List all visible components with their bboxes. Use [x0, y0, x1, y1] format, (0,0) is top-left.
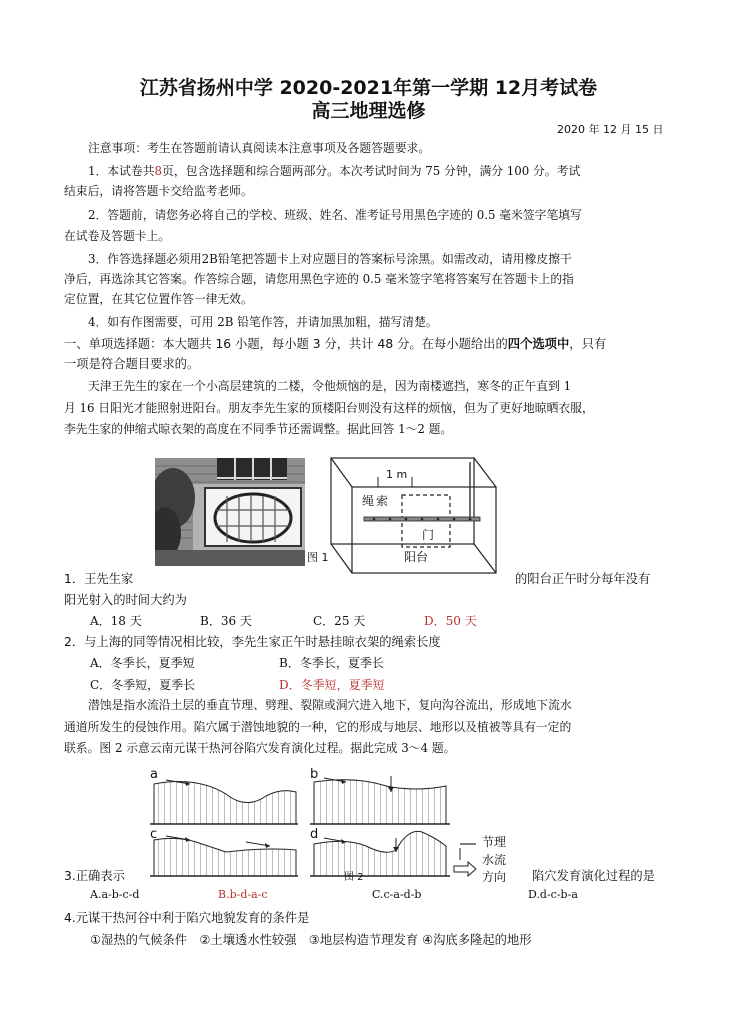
notice-item-3-cont-1: 净后，再选涂其它答案。作答综合题，请您用黑色字迹的 0.5 毫米签字笔将答案写在答题卡上的指	[64, 272, 574, 286]
passage1-line-1: 天津王先生的家在一个小高层建筑的二楼，令他烦恼的是，因为南楼遮挡，寒冬的正午直到 1	[88, 379, 572, 393]
passage2-line-3: 联系。图 2 示意云南元谋干热河谷陷穴发育演化过程。据此完成 3～4 题。	[64, 741, 456, 755]
notice-intro: 注意事项：考生在答题前请认真阅读本注意事项及各题答题要求。	[88, 141, 431, 155]
panel-c-label: c	[150, 827, 158, 842]
figure2-legend	[454, 834, 506, 884]
notice-page-count: 8	[154, 164, 163, 178]
legend-joint-label: 节理	[482, 835, 507, 849]
passage2-line-1: 潜蚀是指水流沿土层的垂直节理、劈理、裂隙或洞穴进入地下，复向沟谷流出，形成地下流水	[88, 698, 572, 712]
balcony-diagram	[330, 457, 504, 575]
notice-item-3-cont-2: 定位置，在其它位置作答一律无效。	[64, 292, 253, 306]
panel-a	[150, 767, 298, 824]
panel-c	[150, 827, 298, 876]
q1-option-d: D．50 天	[424, 614, 477, 628]
notice-item-3: 3．作答选择题必须用2B铅笔把答题卡上对应题目的答案标号涂黑。如需改动，请用橡皮擦干	[88, 252, 572, 266]
notice-item-1-text-a: 1．本试卷共	[88, 164, 155, 178]
exam-subtitle: 高三地理选修	[311, 100, 426, 122]
section-heading-cont: 一项是符合题目要求的。	[64, 357, 200, 371]
section-heading-emphasis: 四个选项中	[507, 337, 570, 351]
q1-stem-a: 1．王先生家	[64, 572, 134, 586]
q3-stem-a: 3.正确表示	[64, 869, 125, 883]
notice-item-1-text-b: 页，包含选择题和综合题两部分。本次考试时间为 75 分钟，满分 100 分。考试	[162, 164, 581, 178]
notice-item-1	[88, 162, 580, 180]
building-photo	[155, 458, 305, 566]
figure1-caption: 图 1	[307, 551, 329, 564]
section-heading-text-a: 一、单项选择题：本大题共 16 小题，每小题 3 分，共计 48 分。在每小题给出的	[64, 337, 508, 351]
notice-item-1-cont: 结束后，请将答题卡交给监考老师。	[64, 184, 253, 198]
figure1-rope-label-1: 绳	[362, 494, 375, 508]
panel-b	[310, 767, 450, 824]
figure1-door-label: 门	[422, 528, 435, 542]
q3-option-b: B.b-d-a-c	[218, 888, 268, 901]
q1-option-b: B．36 天	[200, 614, 252, 628]
panel-a-label: a	[150, 767, 158, 782]
section-heading	[64, 335, 606, 353]
q1-stem-c: 阳光射入的时间大约为	[64, 593, 187, 607]
q1-option-c: C．25 天	[313, 614, 366, 628]
passage1-line-2: 月 16 日阳光才能照射进阳台。朋友李先生家的顶楼阳台则没有这样的烦恼，但为了更好地晾晒衣服，	[64, 401, 594, 415]
passage2-line-2: 通道所发生的侵蚀作用。陷穴属于潜蚀地貌的一种，它的形成与地层、地形以及植被等具有一定的	[64, 720, 572, 734]
panel-d-label: d	[310, 827, 319, 842]
figure1-rope-label-2: 索	[376, 494, 389, 508]
figure2-caption: 图 2	[344, 872, 364, 883]
panel-d	[310, 827, 450, 876]
notice-item-4: 4．如有作图需要，可用 2B 铅笔作答，并请加黑加粗，描写清楚。	[88, 315, 438, 329]
notice-item-2-cont: 在试卷及答题卡上。	[64, 229, 171, 243]
sinkhole-evolution-diagram	[146, 766, 526, 888]
q4-conditions: ①湿热的气候条件 ②土壤透水性较强 ③地层构造节理发育 ④沟底多隆起的地形	[90, 933, 532, 947]
notice-item-2: 2．答题前，请您务必将自己的学校、班级、姓名、准考证号用黑色字迹的 0.5 毫米签字笔填写	[88, 208, 582, 222]
panel-b-label: b	[310, 767, 319, 782]
q3-option-c: C.c-a-d-b	[372, 888, 422, 901]
q3-option-a: A.a-b-c-d	[90, 888, 140, 901]
figure1-balcony-label: 阳台	[404, 550, 429, 564]
section-heading-text-b: ，只有	[569, 337, 607, 351]
q2-option-d: D．冬季短，夏季短	[279, 678, 385, 692]
exam-title: 江苏省扬州中学 2020-2021年第一学期 12月考试卷	[139, 77, 598, 99]
passage1-line-3: 李先生家的伸缩式晾衣架的高度在不同季节还需调整。据此回答 1～2 题。	[64, 422, 453, 436]
q2-option-c: C．冬季短，夏季长	[90, 678, 196, 692]
q2-option-a: A．冬季长，夏季短	[90, 656, 195, 670]
q1-stem-b: 的阳台正午时分每年没有	[515, 572, 651, 586]
q1-option-a: A．18 天	[90, 614, 142, 628]
legend-flow-label-2: 方向	[482, 870, 507, 884]
q3-stem-b: 陷穴发育演化过程的是	[532, 869, 655, 883]
q2-option-b: B．冬季长，夏季长	[279, 656, 384, 670]
q4-stem: 4.元谋干热河谷中利于陷穴地貌发育的条件是	[64, 911, 310, 925]
figure1-distance-label: 1 m	[386, 468, 408, 481]
q3-option-d: D.d-c-b-a	[528, 888, 578, 901]
legend-flow-label-1: 水流	[482, 853, 507, 867]
exam-date: 2020 年 12 月 15 日	[557, 123, 664, 136]
q2-stem: 2．与上海的同等情况相比较，李先生家正午时悬挂晾衣架的绳索长度	[64, 635, 441, 649]
